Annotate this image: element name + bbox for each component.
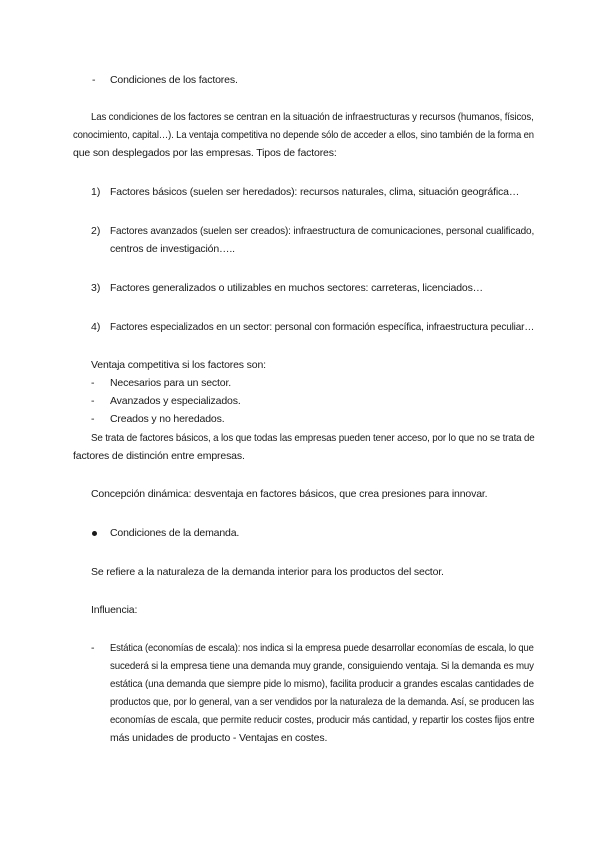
- dash-marker: -: [91, 642, 95, 654]
- list-item-text: Factores generalizados o utilizables en muchos sectores: carreteras, licenciados…: [110, 282, 484, 294]
- advantage-item: Creados y no heredados.: [110, 413, 225, 425]
- influence-line: Estática (economías de escala): nos indica si la empresa puede desarrollar economías de escala, lo que: [110, 642, 534, 654]
- influence-line: economías de escala, que permite reducir costes, producir más cantidad, y repartir los costes fijos entre: [110, 714, 535, 726]
- paragraph-line: Se trata de factores básicos, a los que todas las empresas pueden tener acceso, por lo que no se trata de: [91, 432, 535, 444]
- list-item-text: Factores avanzados (suelen ser creados): infraestructura de comunicaciones, personal cualificado,: [110, 225, 535, 237]
- influence-line: productos que, por lo general, van a ser vendidos por la naturaleza de la demanda. Así, se producen las: [110, 696, 535, 708]
- dynamic-conception: Concepción dinámica: desventaja en factores básicos, que crea presiones para innovar.: [91, 488, 488, 500]
- list-number: 3): [91, 282, 101, 294]
- list-item-text: Factores básicos (suelen ser heredados): recursos naturales, clima, situación geográfica…: [110, 186, 520, 198]
- advantage-item: Avanzados y especializados.: [110, 395, 241, 407]
- influence-line: estática (una demanda que siempre pide lo mismo), facilita producir a grandes escalas cantidades de: [110, 678, 534, 690]
- section-heading-demanda: Condiciones de la demanda.: [110, 527, 240, 539]
- influence-line: más unidades de producto - Ventajas en costes.: [110, 732, 328, 744]
- list-number: 1): [91, 186, 101, 198]
- list-item-text: centros de investigación…..: [110, 243, 235, 255]
- paragraph-line: Las condiciones de los factores se centran en la situación de infraestructuras y recursos (humanos, físicos,: [91, 111, 534, 123]
- influence-title: Influencia:: [91, 604, 138, 616]
- paragraph-line: Se refiere a la naturaleza de la demanda interior para los productos del sector.: [91, 566, 444, 578]
- paragraph-line: factores de distinción entre empresas.: [73, 450, 245, 462]
- dash-marker: -: [91, 395, 95, 407]
- influence-line: sucederá si la empresa tiene una demanda muy grande, consiguiendo ventaja. Si la demanda es muy: [110, 660, 534, 672]
- list-number: 2): [91, 225, 101, 237]
- paragraph-line: que son desplegados por las empresas. Tipos de factores:: [73, 147, 337, 159]
- advantage-title: Ventaja competitiva si los factores son:: [91, 359, 266, 371]
- bullet-icon: [92, 531, 97, 536]
- dash-marker: -: [91, 377, 95, 389]
- paragraph-line: conocimiento, capital…). La ventaja competitiva no depende sólo de acceder a ellos, sino también de la forma en: [73, 129, 534, 141]
- section-heading-factores: Condiciones de los factores.: [110, 74, 238, 86]
- section-dash-marker: -: [92, 74, 96, 86]
- dash-marker: -: [91, 413, 95, 425]
- list-number: 4): [91, 321, 101, 333]
- list-item-text: Factores especializados en un sector: personal con formación específica, infraestructura peculiar…: [110, 321, 535, 333]
- advantage-item: Necesarios para un sector.: [110, 377, 231, 389]
